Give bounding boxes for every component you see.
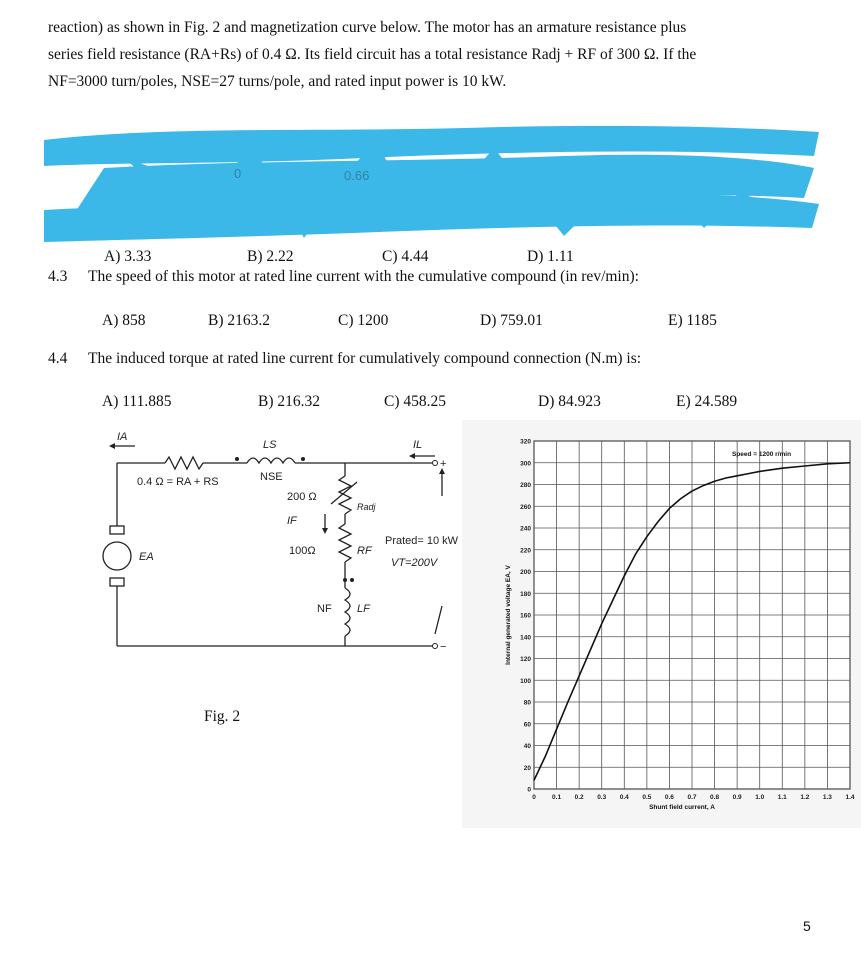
y-tick-label: 20 xyxy=(523,764,531,772)
option-c: C) 458.25 xyxy=(384,393,446,410)
option-c: C) 1200 xyxy=(338,312,389,329)
y-tick-label: 80 xyxy=(523,699,531,707)
x-tick-label: 0.9 xyxy=(732,794,742,801)
label-200-ohm: 200 Ω xyxy=(287,491,317,503)
x-tick-label: 1.4 xyxy=(845,794,855,801)
partial-option-d: D) 1.11 xyxy=(527,248,574,265)
x-tick-label: 1.1 xyxy=(777,794,787,801)
y-tick-label: 180 xyxy=(520,590,531,598)
question-4-4 xyxy=(48,350,641,368)
label-if: IF xyxy=(287,515,297,527)
x-tick-label: 0.3 xyxy=(597,794,607,801)
y-tick-label: 60 xyxy=(523,721,531,729)
x-tick-label: 0.4 xyxy=(619,794,629,801)
y-tick-label: 320 xyxy=(520,438,531,446)
y-axis-label: Internal generated voltage EA, V xyxy=(505,565,512,665)
circuit-diagram xyxy=(95,426,475,666)
x-tick-label: 0.7 xyxy=(687,794,697,801)
x-tick-label: 0.6 xyxy=(664,794,674,801)
label-nf: NF xyxy=(317,603,332,615)
label-ea: EA xyxy=(139,551,154,563)
x-tick-label: 0.8 xyxy=(710,794,720,801)
intro-line-1: reaction) as shown in Fig. 2 and magnetization curve below. The motor has an armature resistance plus xyxy=(48,19,687,36)
y-tick-label: 240 xyxy=(520,525,531,533)
question-text: The speed of this motor at rated line current with the cumulative compound (in rev/min): xyxy=(88,268,639,285)
intro-line-3: NF=3000 turn/poles, NSE=27 turns/pole, and rated input power is 10 kW. xyxy=(48,73,507,90)
question-4-3 xyxy=(48,268,639,286)
magnetization-chart xyxy=(470,425,860,825)
x-tick-label: 0.1 xyxy=(552,794,562,801)
option-b: B) 216.32 xyxy=(258,393,320,410)
option-d: D) 84.923 xyxy=(538,393,601,410)
y-tick-label: 200 xyxy=(520,569,531,576)
label-lf: LF xyxy=(357,603,370,615)
label-ia: IA xyxy=(117,431,128,443)
x-tick-label: 1.2 xyxy=(800,794,810,801)
y-tick-label: 160 xyxy=(520,612,531,620)
label-nse: NSE xyxy=(260,471,283,483)
label-prated: Prated= 10 kW xyxy=(385,535,459,547)
y-tick-label: 260 xyxy=(520,503,531,511)
option-e: E) 1185 xyxy=(668,312,717,329)
partial-option-a: A) 3.33 xyxy=(104,248,152,265)
option-e: E) 24.589 xyxy=(676,393,738,410)
y-tick-label: 100 xyxy=(520,677,531,685)
redacted-text-fragment: 0 xyxy=(234,166,242,181)
label-vt: VT=200V xyxy=(391,557,438,569)
y-tick-label: 220 xyxy=(520,547,531,555)
y-tick-label: 40 xyxy=(523,743,531,750)
x-tick-label: 1.3 xyxy=(822,794,832,801)
y-tick-label: 140 xyxy=(520,634,531,642)
redaction-scribble xyxy=(44,118,819,258)
terminal-plus: + xyxy=(440,458,447,470)
label-il: IL xyxy=(413,439,423,451)
option-a: A) 858 xyxy=(102,312,146,329)
option-d: D) 759.01 xyxy=(480,312,543,329)
y-tick-label: 280 xyxy=(520,482,531,489)
label-100-ohm: 100Ω xyxy=(289,545,316,557)
x-tick-label: 1.0 xyxy=(755,794,765,801)
x-tick-label: 0.5 xyxy=(642,794,652,801)
y-tick-label: 300 xyxy=(520,460,531,468)
y-tick-label: 0 xyxy=(527,786,531,794)
label-ls: LS xyxy=(263,439,277,451)
chart-annotation: Speed = 1200 r/min xyxy=(732,451,792,459)
question-number: 4.3 xyxy=(48,268,68,285)
label-rf: RF xyxy=(357,545,372,557)
redacted-text-fragment: 0.66 xyxy=(344,168,370,183)
partial-option-c: C) 4.44 xyxy=(382,248,429,265)
x-tick-label: 0.2 xyxy=(574,794,584,801)
page-number: 5 xyxy=(803,918,811,934)
intro-line-2: series field resistance (RA+Rs) of 0.4 Ω. Its field circuit has a total resistance Radj + RF of 300 Ω. If the xyxy=(48,46,697,63)
y-tick-label: 120 xyxy=(520,656,531,663)
option-a: A) 111.885 xyxy=(102,393,172,410)
partial-option-b: B) 2.22 xyxy=(247,248,294,265)
label-radj: Radj xyxy=(357,502,376,512)
figure-label: Fig. 2 xyxy=(204,708,241,725)
x-tick-label: 0 xyxy=(532,794,536,801)
question-number: 4.4 xyxy=(48,350,68,367)
question-text: The induced torque at rated line current for cumulatively compound connection (N.m) is: xyxy=(88,350,642,367)
label-ra: 0.4 Ω = RA + RS xyxy=(137,476,219,488)
x-axis-label: Shunt field current, A xyxy=(649,804,715,811)
terminal-minus: − xyxy=(440,641,447,653)
intro-paragraph xyxy=(48,14,818,95)
option-b: B) 2163.2 xyxy=(208,312,270,329)
